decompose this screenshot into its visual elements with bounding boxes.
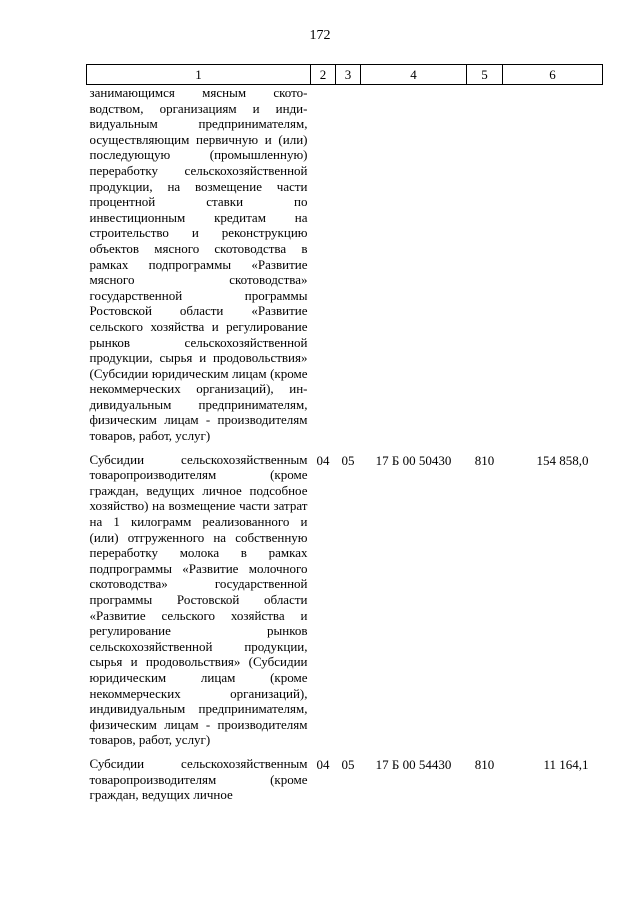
row-amount: 11 164,1	[543, 756, 589, 772]
row-description: Субсидии сельскохозяйственным товаропроизводителям (кроме граждан, ведущих личное	[89, 755, 308, 803]
column-header-3: 3	[336, 65, 361, 85]
row-expense-type: 810	[474, 756, 495, 772]
row-description: Субсидии сельскохозяйственным товаропроизводителям (кроме граждан, ведущих личное подсобное хозяйство) на возмещение части затрат на 1 килограмм реализованного и (или) отгруженного на собственную переработку молока в рамках подпрограммы «Развитие молочного скотоводства» государственной программы Ростовской области «Развитие сельского хозяйства и регулирование рынков сельскохозяйственной продукции, сырья и продовольствия» (Субсидии юридическим лицам (кроме некоммерческих организаций), индивидуальным предпринимателям, физическим лицам - производителям товаров, работ, услуг)	[89, 451, 308, 748]
row-section-code: 04	[316, 756, 330, 772]
table-row	[87, 452, 603, 756]
table-row	[87, 756, 603, 803]
column-header-1: 1	[87, 65, 311, 85]
column-header-2: 2	[311, 65, 336, 85]
row-section-code	[311, 85, 336, 452]
column-number-header-row	[87, 65, 603, 85]
budget-table	[86, 64, 603, 803]
row-amount: 154 858,0	[536, 452, 589, 468]
table-row	[87, 85, 603, 452]
column-header-6: 6	[503, 65, 603, 85]
page-number: 172	[309, 28, 331, 43]
row-target-article: 17 Б 00 54430	[375, 756, 452, 772]
row-target-article: 17 Б 00 50430	[375, 452, 452, 468]
row-subsection-code: 05	[341, 452, 355, 468]
column-header-5: 5	[467, 65, 503, 85]
row-description: занимающимся мясным скотоводством, организациям и индивидуальным предпринимателям, осуществляющим первичную и (или) последующую (промышленную) переработку сельскохозяйственной продукции, на возмещение части процентной ставки по инвестиционным кредитам на строительство и реконструкцию объектов мясного скотоводства в рамках подпрограммы «Развитие мясного скотоводства» государственной программы Ростовской области «Развитие сельского хозяйства и регулирование рынков сельскохозяйственной продукции, сырья и продовольствия» (Субсидии юридическим лицам (кроме некоммерческих организаций), индивидуальным предпринимателям, физическим лицам - производителям товаров, работ, услуг)	[89, 85, 308, 444]
column-header-4: 4	[361, 65, 467, 85]
row-subsection-code: 05	[341, 756, 355, 772]
row-expense-type: 810	[474, 452, 495, 468]
row-target-article	[361, 85, 467, 452]
row-section-code: 04	[316, 452, 330, 468]
row-expense-type	[467, 85, 503, 452]
row-subsection-code	[336, 85, 361, 452]
row-amount	[503, 85, 603, 452]
